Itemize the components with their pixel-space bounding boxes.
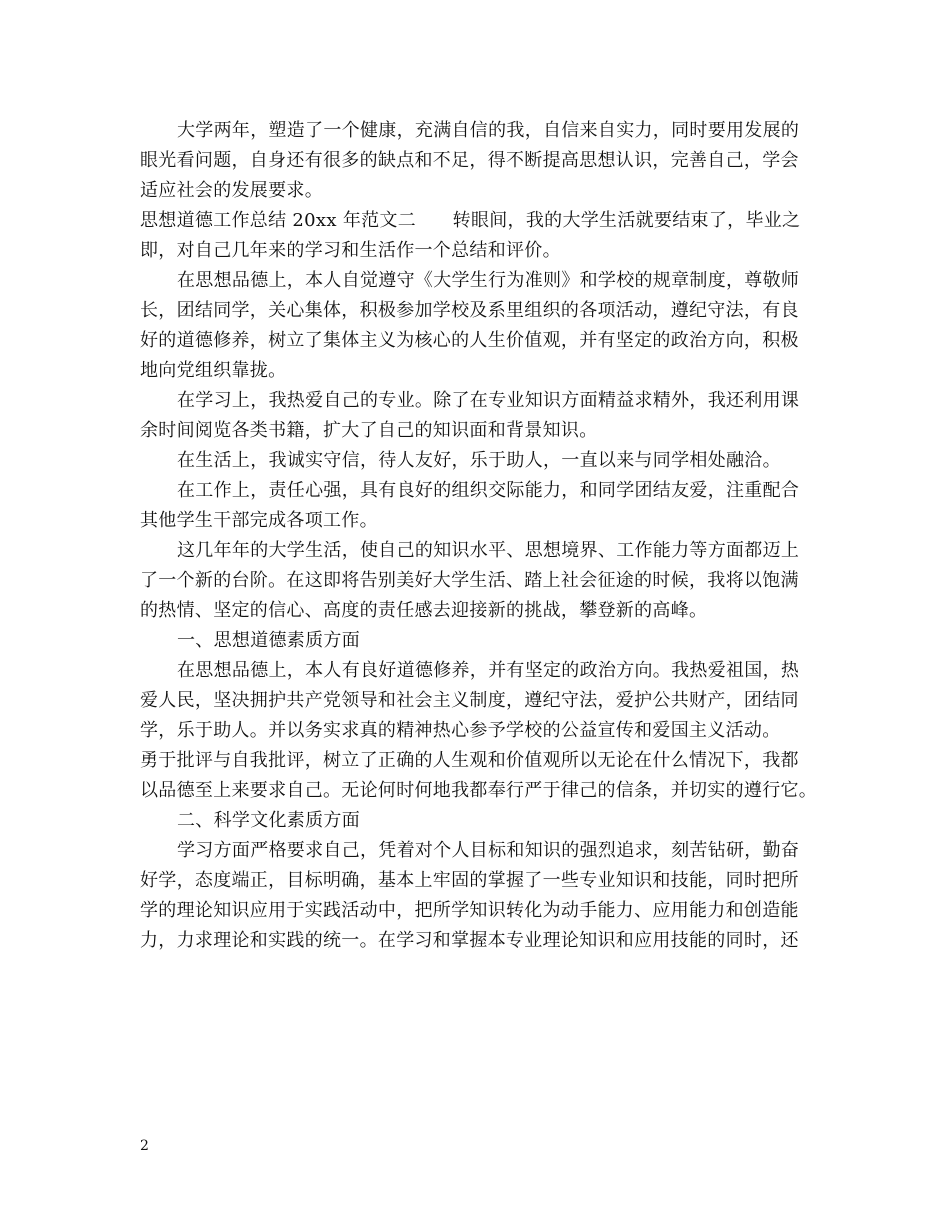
text-line: 勇于批评与自我批评，树立了正确的人生观和价值观所以无论在什么情况下，我都 xyxy=(140,750,799,771)
page-number: 2 xyxy=(140,1138,149,1154)
text-line: 力，力求理论和实践的统一。在学习和掌握本专业理论知识和应用技能的同时，还 xyxy=(140,930,799,951)
text-line: 了一个新的台阶。在这即将告别美好大学生活、踏上社会征途的时候，我将以饱满 xyxy=(140,570,799,591)
text-line: 二、科学文化素质方面 xyxy=(177,810,360,831)
text-line: 的热情、坚定的信心、高度的责任感去迎接新的挑战，攀登新的高峰。 xyxy=(140,600,708,621)
document-body xyxy=(140,116,830,956)
text-line: 大学两年，塑造了一个健康，充满自信的我，自信来自实力，同时要用发展的 xyxy=(177,120,800,141)
text-line: 长，团结同学，关心集体，积极参加学校及系里组织的各项活动，遵纪守法，有良 xyxy=(140,300,799,321)
text-line: 在思想品德上，本人自觉遵守《大学生行为准则》和学校的规章制度，尊敬师 xyxy=(177,270,800,291)
text-line: 以品德至上来要求自己。无论何时何地我都奉行严于律己的信条，并切实的遵行它。 xyxy=(140,780,818,801)
text-line: 其他学生干部完成各项工作。 xyxy=(140,510,378,531)
text-line: 这几年年的大学生活，使自己的知识水平、思想境界、工作能力等方面都迈上 xyxy=(177,540,800,561)
text-line: 爱人民，坚决拥护共产党领导和社会主义制度，遵纪守法，爱护公共财产，团结同 xyxy=(140,690,799,711)
text-line: 好学，态度端正，目标明确，基本上牢固的掌握了一些专业知识和技能，同时把所 xyxy=(140,870,799,891)
text-line: 在学习上，我热爱自己的专业。除了在专业知识方面精益求精外，我还利用课 xyxy=(177,390,800,411)
text-line: 眼光看问题，自身还有很多的缺点和不足，得不断提高思想认识，完善自己，学会 xyxy=(140,150,799,171)
text-line: 地向党组织靠拢。 xyxy=(140,360,287,381)
text-line: 学的理论知识应用于实践活动中，把所学知识转化为动手能力、应用能力和创造能 xyxy=(140,900,799,921)
text-line: 好的道德修养，树立了集体主义为核心的人生价值观，并有坚定的政治方向，积极 xyxy=(140,330,799,351)
text-line: 一、思想道德素质方面 xyxy=(177,630,360,651)
text-line: 在工作上，责任心强，具有良好的组织交际能力，和同学团结友爱，注重配合 xyxy=(177,480,800,501)
text-line: 思想道德工作总结 20xx 年范文二 转眼间，我的大学生活就要结束了，毕业之 xyxy=(140,210,801,231)
text-line: 在思想品德上，本人有良好道德修养，并有坚定的政治方向。我热爱祖国，热 xyxy=(177,660,800,681)
text-line: 即，对自己几年来的学习和生活作一个总结和评价。 xyxy=(140,240,561,261)
text-line: 在生活上，我诚实守信，待人友好，乐于助人，一直以来与同学相处融洽。 xyxy=(177,450,781,471)
text-line: 适应社会的发展要求。 xyxy=(140,180,323,201)
text-line: 学，乐于助人。并以务实求真的精神热心参予学校的公益宣传和爱国主义活动。 xyxy=(140,720,781,741)
text-line: 余时间阅览各类书籍，扩大了自己的知识面和背景知识。 xyxy=(140,420,598,441)
text-line: 学习方面严格要求自己，凭着对个人目标和知识的强烈追求，刻苦钻研，勤奋 xyxy=(177,840,800,861)
